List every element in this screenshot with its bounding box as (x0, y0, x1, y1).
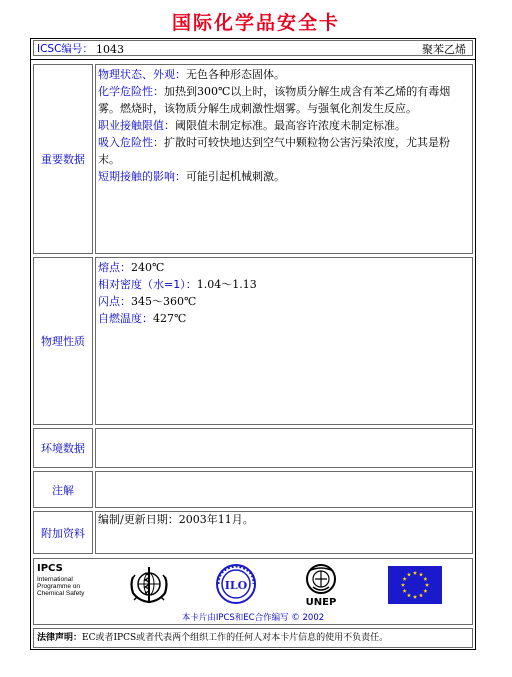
notes-body (95, 471, 473, 508)
unep-logo-text: UNEP (305, 597, 337, 608)
environment-data-body (95, 428, 473, 468)
icsc-id-box (33, 40, 473, 56)
physical-item: 相对密度（水=1）：1.04～1.13 (98, 278, 257, 291)
chemical-name: 聚苯乙烯 (422, 43, 466, 56)
physical-item: 闪点：345～360℃ (98, 295, 197, 308)
physical-properties-label: 物理性质 (33, 257, 93, 425)
disclaimer-text: EC或者IPCS或者代表两个组织工作的任何人对本卡片信息的使用不负责任。 (82, 633, 389, 643)
important-item: 化学危险性：加热到300℃以上时，该物质分解生成含有苯乙烯的有毒烟雾。燃烧时，该物质分解生成刺激性烟雾。与强氧化剂发生反应。 (98, 85, 451, 115)
ilo-logo-icon (214, 562, 258, 606)
icsc-id-row (31, 39, 475, 60)
icsc-id-label: ICSC编号： (37, 43, 93, 55)
important-item: 物理状态、外观：无色各种形态固体。 (98, 68, 285, 81)
additional-info-body: 编制/更新日期：2003年11月。 (95, 511, 473, 554)
ipcs-title: IPCS (37, 563, 63, 574)
physical-properties-body (95, 257, 473, 425)
important-item: 吸入危险性：扩散时可较快地达到空气中颗粒物公害污染浓度，尤其是粉末。 (98, 136, 450, 166)
environment-data-label: 环境数据 (33, 428, 93, 468)
disclaimer-label: 法律声明： (37, 633, 83, 643)
who-logo-icon (127, 563, 171, 605)
additional-info-label: 附加资料 (33, 511, 93, 554)
notes-label: 注解 (33, 471, 93, 508)
footer-logos (33, 558, 473, 625)
ilo-logo-text: ILO (224, 579, 248, 592)
ipcs-subtitle: International Programme on Chemical Safety (37, 576, 85, 597)
physical-item: 熔点：240℃ (98, 261, 165, 274)
unep-logo-icon (299, 561, 343, 611)
physical-item: 自燃温度：427℃ (98, 312, 187, 325)
important-data-body (95, 64, 473, 254)
important-item: 职业接触限值：阈限值未制定标准。最高容许浓度未制定标准。 (98, 119, 406, 132)
important-data-label: 重要数据 (33, 64, 93, 254)
footer-credit: 本卡片由IPCS和EC合作编写 © 2002 (181, 613, 325, 623)
card-title: 国际化学品安全卡 (171, 12, 340, 34)
icsc-id-value: 1043 (96, 43, 124, 56)
eu-flag-icon (388, 566, 442, 604)
safety-card (30, 38, 476, 650)
legal-disclaimer (33, 628, 473, 648)
important-item: 短期接触的影响：可能引起机械刺激。 (98, 170, 285, 183)
